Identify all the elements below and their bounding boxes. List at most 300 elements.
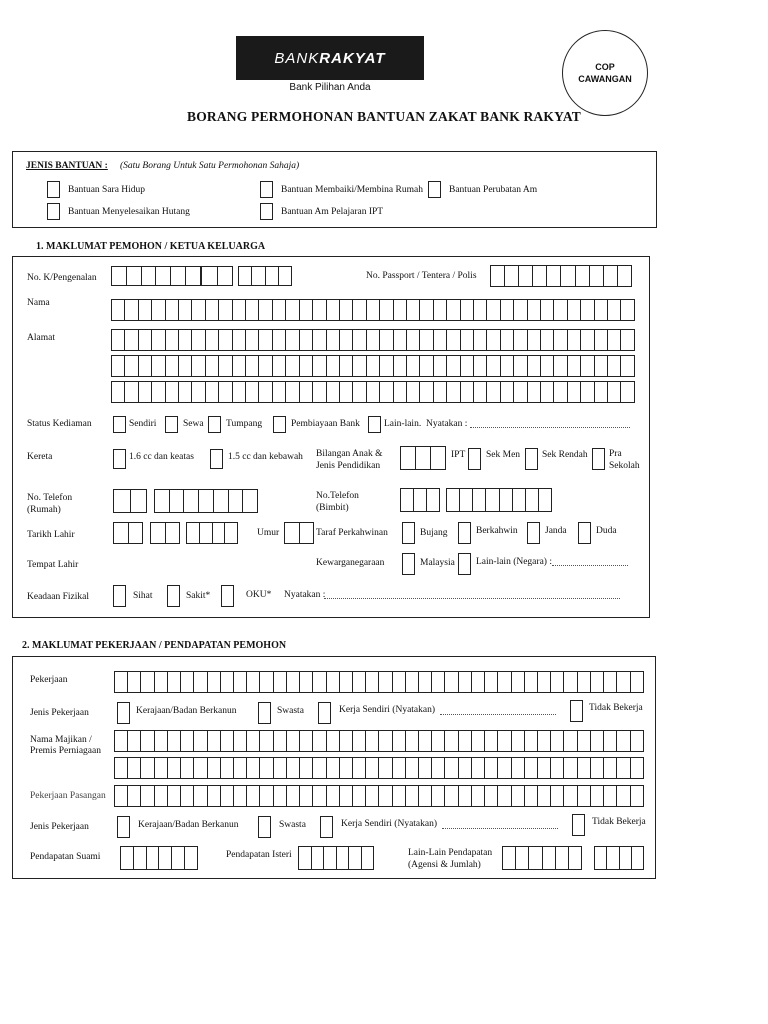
character-box[interactable] xyxy=(273,330,286,350)
character-box[interactable] xyxy=(379,731,392,751)
character-box[interactable] xyxy=(632,847,643,869)
character-box[interactable] xyxy=(420,382,433,402)
character-box[interactable] xyxy=(300,523,314,543)
character-box[interactable] xyxy=(491,266,505,286)
character-box[interactable] xyxy=(286,330,299,350)
character-box[interactable] xyxy=(543,847,556,869)
character-box[interactable] xyxy=(152,356,165,376)
character-box[interactable] xyxy=(427,489,439,511)
character-box[interactable] xyxy=(379,672,392,692)
character-box[interactable] xyxy=(156,267,171,285)
character-box[interactable] xyxy=(112,267,127,285)
character-box[interactable] xyxy=(547,266,561,286)
character-box[interactable] xyxy=(221,758,234,778)
character-box[interactable] xyxy=(233,330,246,350)
character-box[interactable] xyxy=(604,266,618,286)
checkbox-bujang[interactable] xyxy=(402,522,415,544)
checkbox-16cc[interactable] xyxy=(113,449,126,469)
character-box[interactable] xyxy=(447,300,460,320)
pendapatan-isteri-field[interactable] xyxy=(298,846,374,870)
character-box[interactable] xyxy=(595,330,608,350)
character-box[interactable] xyxy=(128,672,141,692)
character-box[interactable] xyxy=(366,786,379,806)
character-box[interactable] xyxy=(380,300,393,320)
character-box[interactable] xyxy=(595,847,607,869)
character-box[interactable] xyxy=(313,330,326,350)
character-box[interactable] xyxy=(353,672,366,692)
character-box[interactable] xyxy=(485,731,498,751)
character-box[interactable] xyxy=(152,330,165,350)
character-box[interactable] xyxy=(514,356,527,376)
checkbox-tidak-bekerja[interactable] xyxy=(570,700,583,722)
character-box[interactable] xyxy=(208,786,221,806)
character-box[interactable] xyxy=(353,731,366,751)
character-box[interactable] xyxy=(367,356,380,376)
character-box[interactable] xyxy=(541,300,554,320)
character-box[interactable] xyxy=(551,758,564,778)
character-box[interactable] xyxy=(260,786,273,806)
character-box[interactable] xyxy=(208,672,221,692)
character-box[interactable] xyxy=(313,786,326,806)
character-box[interactable] xyxy=(569,847,581,869)
alamat-field-line2[interactable] xyxy=(111,355,635,377)
tarikh-lahir-day[interactable] xyxy=(113,522,143,544)
character-box[interactable] xyxy=(473,489,486,511)
character-box[interactable] xyxy=(171,267,186,285)
character-box[interactable] xyxy=(246,300,259,320)
character-box[interactable] xyxy=(604,672,617,692)
pekerjaan-field[interactable] xyxy=(114,671,644,693)
character-box[interactable] xyxy=(286,356,299,376)
character-box[interactable] xyxy=(194,758,207,778)
character-box[interactable] xyxy=(459,731,472,751)
character-box[interactable] xyxy=(327,672,340,692)
character-box[interactable] xyxy=(568,356,581,376)
character-box[interactable] xyxy=(380,356,393,376)
character-box[interactable] xyxy=(538,731,551,751)
character-box[interactable] xyxy=(461,330,474,350)
checkbox-kerja-sendiri[interactable] xyxy=(318,702,331,724)
tel-bimbit-field-number[interactable] xyxy=(446,488,552,512)
character-box[interactable] xyxy=(152,382,165,402)
character-box[interactable] xyxy=(525,758,538,778)
character-box[interactable] xyxy=(128,758,141,778)
nyatakan2-line[interactable] xyxy=(324,590,620,599)
character-box[interactable] xyxy=(538,672,551,692)
character-box[interactable] xyxy=(578,731,591,751)
character-box[interactable] xyxy=(617,672,630,692)
character-box[interactable] xyxy=(519,266,533,286)
character-box[interactable] xyxy=(213,523,226,543)
character-box[interactable] xyxy=(233,356,246,376)
character-box[interactable] xyxy=(498,672,511,692)
character-box[interactable] xyxy=(155,731,168,751)
character-box[interactable] xyxy=(445,731,458,751)
character-box[interactable] xyxy=(394,356,407,376)
character-box[interactable] xyxy=(564,758,577,778)
character-box[interactable] xyxy=(591,731,604,751)
character-box[interactable] xyxy=(246,356,259,376)
checkbox-perubatan-am[interactable] xyxy=(428,181,441,198)
character-box[interactable] xyxy=(121,847,134,869)
character-box[interactable] xyxy=(340,672,353,692)
character-box[interactable] xyxy=(208,731,221,751)
character-box[interactable] xyxy=(168,786,181,806)
character-box[interactable] xyxy=(432,672,445,692)
character-box[interactable] xyxy=(168,758,181,778)
character-box[interactable] xyxy=(181,672,194,692)
character-box[interactable] xyxy=(407,300,420,320)
character-box[interactable] xyxy=(219,356,232,376)
checkbox-malaysia[interactable] xyxy=(402,553,415,575)
nama-field[interactable] xyxy=(111,299,635,321)
character-box[interactable] xyxy=(206,330,219,350)
character-box[interactable] xyxy=(367,382,380,402)
character-box[interactable] xyxy=(131,490,147,512)
character-box[interactable] xyxy=(528,382,541,402)
character-box[interactable] xyxy=(568,382,581,402)
character-box[interactable] xyxy=(234,758,247,778)
character-box[interactable] xyxy=(485,786,498,806)
character-box[interactable] xyxy=(112,300,125,320)
character-box[interactable] xyxy=(621,300,633,320)
character-box[interactable] xyxy=(581,356,594,376)
character-box[interactable] xyxy=(447,489,460,511)
character-box[interactable] xyxy=(234,786,247,806)
character-box[interactable] xyxy=(500,489,513,511)
character-box[interactable] xyxy=(434,300,447,320)
character-box[interactable] xyxy=(273,356,286,376)
character-box[interactable] xyxy=(498,786,511,806)
character-box[interactable] xyxy=(286,382,299,402)
checkbox-swasta[interactable] xyxy=(258,702,271,724)
character-box[interactable] xyxy=(595,356,608,376)
character-box[interactable] xyxy=(445,672,458,692)
character-box[interactable] xyxy=(445,758,458,778)
character-box[interactable] xyxy=(287,731,300,751)
majikan-field-line1[interactable] xyxy=(114,730,644,752)
character-box[interactable] xyxy=(194,672,207,692)
character-box[interactable] xyxy=(393,786,406,806)
tel-bimbit-field-prefix[interactable] xyxy=(400,488,440,512)
character-box[interactable] xyxy=(179,330,192,350)
character-box[interactable] xyxy=(192,382,205,402)
character-box[interactable] xyxy=(367,300,380,320)
negara-line[interactable] xyxy=(552,557,628,566)
character-box[interactable] xyxy=(125,382,138,402)
tel-rumah-field-prefix[interactable] xyxy=(113,489,147,513)
character-box[interactable] xyxy=(313,731,326,751)
character-box[interactable] xyxy=(514,330,527,350)
character-box[interactable] xyxy=(128,731,141,751)
character-box[interactable] xyxy=(233,382,246,402)
checkbox-sakit[interactable] xyxy=(167,585,180,607)
anak-count-field[interactable] xyxy=(400,446,446,470)
character-box[interactable] xyxy=(394,330,407,350)
character-box[interactable] xyxy=(459,786,472,806)
character-box[interactable] xyxy=(194,731,207,751)
character-box[interactable] xyxy=(393,731,406,751)
character-box[interactable] xyxy=(617,786,630,806)
character-box[interactable] xyxy=(472,672,485,692)
character-box[interactable] xyxy=(287,786,300,806)
checkbox-tumpang[interactable] xyxy=(208,416,221,433)
character-box[interactable] xyxy=(184,490,199,512)
character-box[interactable] xyxy=(512,758,525,778)
character-box[interactable] xyxy=(139,300,152,320)
character-box[interactable] xyxy=(461,300,474,320)
character-box[interactable] xyxy=(366,758,379,778)
character-box[interactable] xyxy=(179,382,192,402)
character-box[interactable] xyxy=(168,672,181,692)
character-box[interactable] xyxy=(591,786,604,806)
character-box[interactable] xyxy=(631,786,643,806)
checkbox-kerajaan[interactable] xyxy=(117,702,130,724)
character-box[interactable] xyxy=(141,758,154,778)
character-box[interactable] xyxy=(340,300,353,320)
character-box[interactable] xyxy=(166,330,179,350)
checkbox-sewa[interactable] xyxy=(165,416,178,433)
character-box[interactable] xyxy=(179,356,192,376)
character-box[interactable] xyxy=(419,731,432,751)
character-box[interactable] xyxy=(300,356,313,376)
character-box[interactable] xyxy=(313,758,326,778)
character-box[interactable] xyxy=(221,731,234,751)
character-box[interactable] xyxy=(266,267,279,285)
pendapatan-suami-field[interactable] xyxy=(120,846,198,870)
character-box[interactable] xyxy=(260,731,273,751)
character-box[interactable] xyxy=(621,356,633,376)
character-box[interactable] xyxy=(420,330,433,350)
character-box[interactable] xyxy=(533,266,547,286)
character-box[interactable] xyxy=(340,382,353,402)
character-box[interactable] xyxy=(327,356,340,376)
character-box[interactable] xyxy=(618,266,631,286)
character-box[interactable] xyxy=(561,266,575,286)
character-box[interactable] xyxy=(608,330,621,350)
character-box[interactable] xyxy=(617,758,630,778)
character-box[interactable] xyxy=(300,758,313,778)
character-box[interactable] xyxy=(528,330,541,350)
character-box[interactable] xyxy=(366,731,379,751)
character-box[interactable] xyxy=(247,672,260,692)
character-box[interactable] xyxy=(604,731,617,751)
character-box[interactable] xyxy=(340,731,353,751)
character-box[interactable] xyxy=(564,786,577,806)
character-box[interactable] xyxy=(274,758,287,778)
checkbox-pembiayaan-bank[interactable] xyxy=(273,416,286,433)
character-box[interactable] xyxy=(525,786,538,806)
character-box[interactable] xyxy=(503,847,516,869)
character-box[interactable] xyxy=(461,382,474,402)
character-box[interactable] xyxy=(487,300,500,320)
character-box[interactable] xyxy=(501,330,514,350)
character-box[interactable] xyxy=(147,847,160,869)
character-box[interactable] xyxy=(525,731,538,751)
character-box[interactable] xyxy=(218,267,233,285)
character-box[interactable] xyxy=(186,267,200,285)
character-box[interactable] xyxy=(434,330,447,350)
character-box[interactable] xyxy=(607,847,619,869)
character-box[interactable] xyxy=(127,267,142,285)
character-box[interactable] xyxy=(246,330,259,350)
character-box[interactable] xyxy=(407,356,420,376)
character-box[interactable] xyxy=(498,731,511,751)
character-box[interactable] xyxy=(155,758,168,778)
checkbox-swasta-2[interactable] xyxy=(258,816,271,838)
character-box[interactable] xyxy=(380,330,393,350)
character-box[interactable] xyxy=(529,847,542,869)
character-box[interactable] xyxy=(432,758,445,778)
character-box[interactable] xyxy=(300,330,313,350)
character-box[interactable] xyxy=(340,758,353,778)
character-box[interactable] xyxy=(273,382,286,402)
character-box[interactable] xyxy=(159,847,172,869)
character-box[interactable] xyxy=(434,382,447,402)
checkbox-pelajaran-ipt[interactable] xyxy=(260,203,273,220)
character-box[interactable] xyxy=(300,786,313,806)
character-box[interactable] xyxy=(366,672,379,692)
checkbox-kerja-sendiri-2[interactable] xyxy=(320,816,333,838)
character-box[interactable] xyxy=(300,300,313,320)
character-box[interactable] xyxy=(514,382,527,402)
character-box[interactable] xyxy=(349,847,362,869)
kerja-sendiri-line[interactable] xyxy=(440,706,556,715)
checkbox-lain-negara[interactable] xyxy=(458,553,471,575)
checkbox-berkahwin[interactable] xyxy=(458,522,471,544)
character-box[interactable] xyxy=(246,382,259,402)
character-box[interactable] xyxy=(487,330,500,350)
character-box[interactable] xyxy=(172,847,185,869)
passport-field[interactable] xyxy=(490,265,632,287)
character-box[interactable] xyxy=(541,330,554,350)
character-box[interactable] xyxy=(128,786,141,806)
character-box[interactable] xyxy=(221,786,234,806)
character-box[interactable] xyxy=(273,300,286,320)
character-box[interactable] xyxy=(578,672,591,692)
checkbox-tidak-bekerja-2[interactable] xyxy=(572,814,585,836)
character-box[interactable] xyxy=(406,672,419,692)
character-box[interactable] xyxy=(274,786,287,806)
character-box[interactable] xyxy=(208,758,221,778)
character-box[interactable] xyxy=(578,786,591,806)
character-box[interactable] xyxy=(394,382,407,402)
character-box[interactable] xyxy=(541,382,554,402)
character-box[interactable] xyxy=(300,382,313,402)
character-box[interactable] xyxy=(487,356,500,376)
character-box[interactable] xyxy=(472,731,485,751)
character-box[interactable] xyxy=(194,786,207,806)
character-box[interactable] xyxy=(581,300,594,320)
character-box[interactable] xyxy=(142,267,157,285)
character-box[interactable] xyxy=(168,731,181,751)
character-box[interactable] xyxy=(554,382,567,402)
character-box[interactable] xyxy=(353,786,366,806)
character-box[interactable] xyxy=(380,382,393,402)
character-box[interactable] xyxy=(551,672,564,692)
character-box[interactable] xyxy=(474,382,487,402)
character-box[interactable] xyxy=(432,731,445,751)
character-box[interactable] xyxy=(591,672,604,692)
character-box[interactable] xyxy=(568,330,581,350)
character-box[interactable] xyxy=(353,300,366,320)
character-box[interactable] xyxy=(538,786,551,806)
character-box[interactable] xyxy=(617,731,630,751)
character-box[interactable] xyxy=(129,523,143,543)
character-box[interactable] xyxy=(134,847,147,869)
character-box[interactable] xyxy=(604,758,617,778)
character-box[interactable] xyxy=(141,672,154,692)
character-box[interactable] xyxy=(219,300,232,320)
character-box[interactable] xyxy=(474,300,487,320)
character-box[interactable] xyxy=(406,731,419,751)
character-box[interactable] xyxy=(528,300,541,320)
character-box[interactable] xyxy=(631,731,643,751)
character-box[interactable] xyxy=(604,786,617,806)
character-box[interactable] xyxy=(568,300,581,320)
character-box[interactable] xyxy=(313,382,326,402)
character-box[interactable] xyxy=(327,330,340,350)
character-box[interactable] xyxy=(219,382,232,402)
character-box[interactable] xyxy=(416,447,431,469)
character-box[interactable] xyxy=(125,330,138,350)
character-box[interactable] xyxy=(512,786,525,806)
character-box[interactable] xyxy=(472,758,485,778)
character-box[interactable] xyxy=(474,330,487,350)
character-box[interactable] xyxy=(192,330,205,350)
character-box[interactable] xyxy=(474,356,487,376)
character-box[interactable] xyxy=(115,786,128,806)
character-box[interactable] xyxy=(406,758,419,778)
character-box[interactable] xyxy=(353,330,366,350)
character-box[interactable] xyxy=(554,356,567,376)
character-box[interactable] xyxy=(516,847,529,869)
character-box[interactable] xyxy=(498,758,511,778)
character-box[interactable] xyxy=(274,731,287,751)
majikan-field-line2[interactable] xyxy=(114,757,644,779)
character-box[interactable] xyxy=(564,731,577,751)
character-box[interactable] xyxy=(526,489,539,511)
character-box[interactable] xyxy=(115,672,128,692)
character-box[interactable] xyxy=(247,758,260,778)
character-box[interactable] xyxy=(139,330,152,350)
checkbox-sek-men[interactable] xyxy=(525,448,538,470)
character-box[interactable] xyxy=(112,382,125,402)
character-box[interactable] xyxy=(229,490,244,512)
character-box[interactable] xyxy=(595,382,608,402)
character-box[interactable] xyxy=(234,731,247,751)
checkbox-janda[interactable] xyxy=(527,522,540,544)
character-box[interactable] xyxy=(621,382,633,402)
character-box[interactable] xyxy=(576,266,590,286)
character-box[interactable] xyxy=(327,758,340,778)
character-box[interactable] xyxy=(141,786,154,806)
character-box[interactable] xyxy=(202,267,218,285)
character-box[interactable] xyxy=(274,672,287,692)
character-box[interactable] xyxy=(152,300,165,320)
character-box[interactable] xyxy=(501,356,514,376)
ic-field-part3[interactable] xyxy=(238,266,292,286)
character-box[interactable] xyxy=(564,672,577,692)
character-box[interactable] xyxy=(166,356,179,376)
character-box[interactable] xyxy=(181,786,194,806)
character-box[interactable] xyxy=(556,847,569,869)
character-box[interactable] xyxy=(192,356,205,376)
character-box[interactable] xyxy=(393,758,406,778)
character-box[interactable] xyxy=(554,330,567,350)
character-box[interactable] xyxy=(239,267,252,285)
character-box[interactable] xyxy=(447,382,460,402)
